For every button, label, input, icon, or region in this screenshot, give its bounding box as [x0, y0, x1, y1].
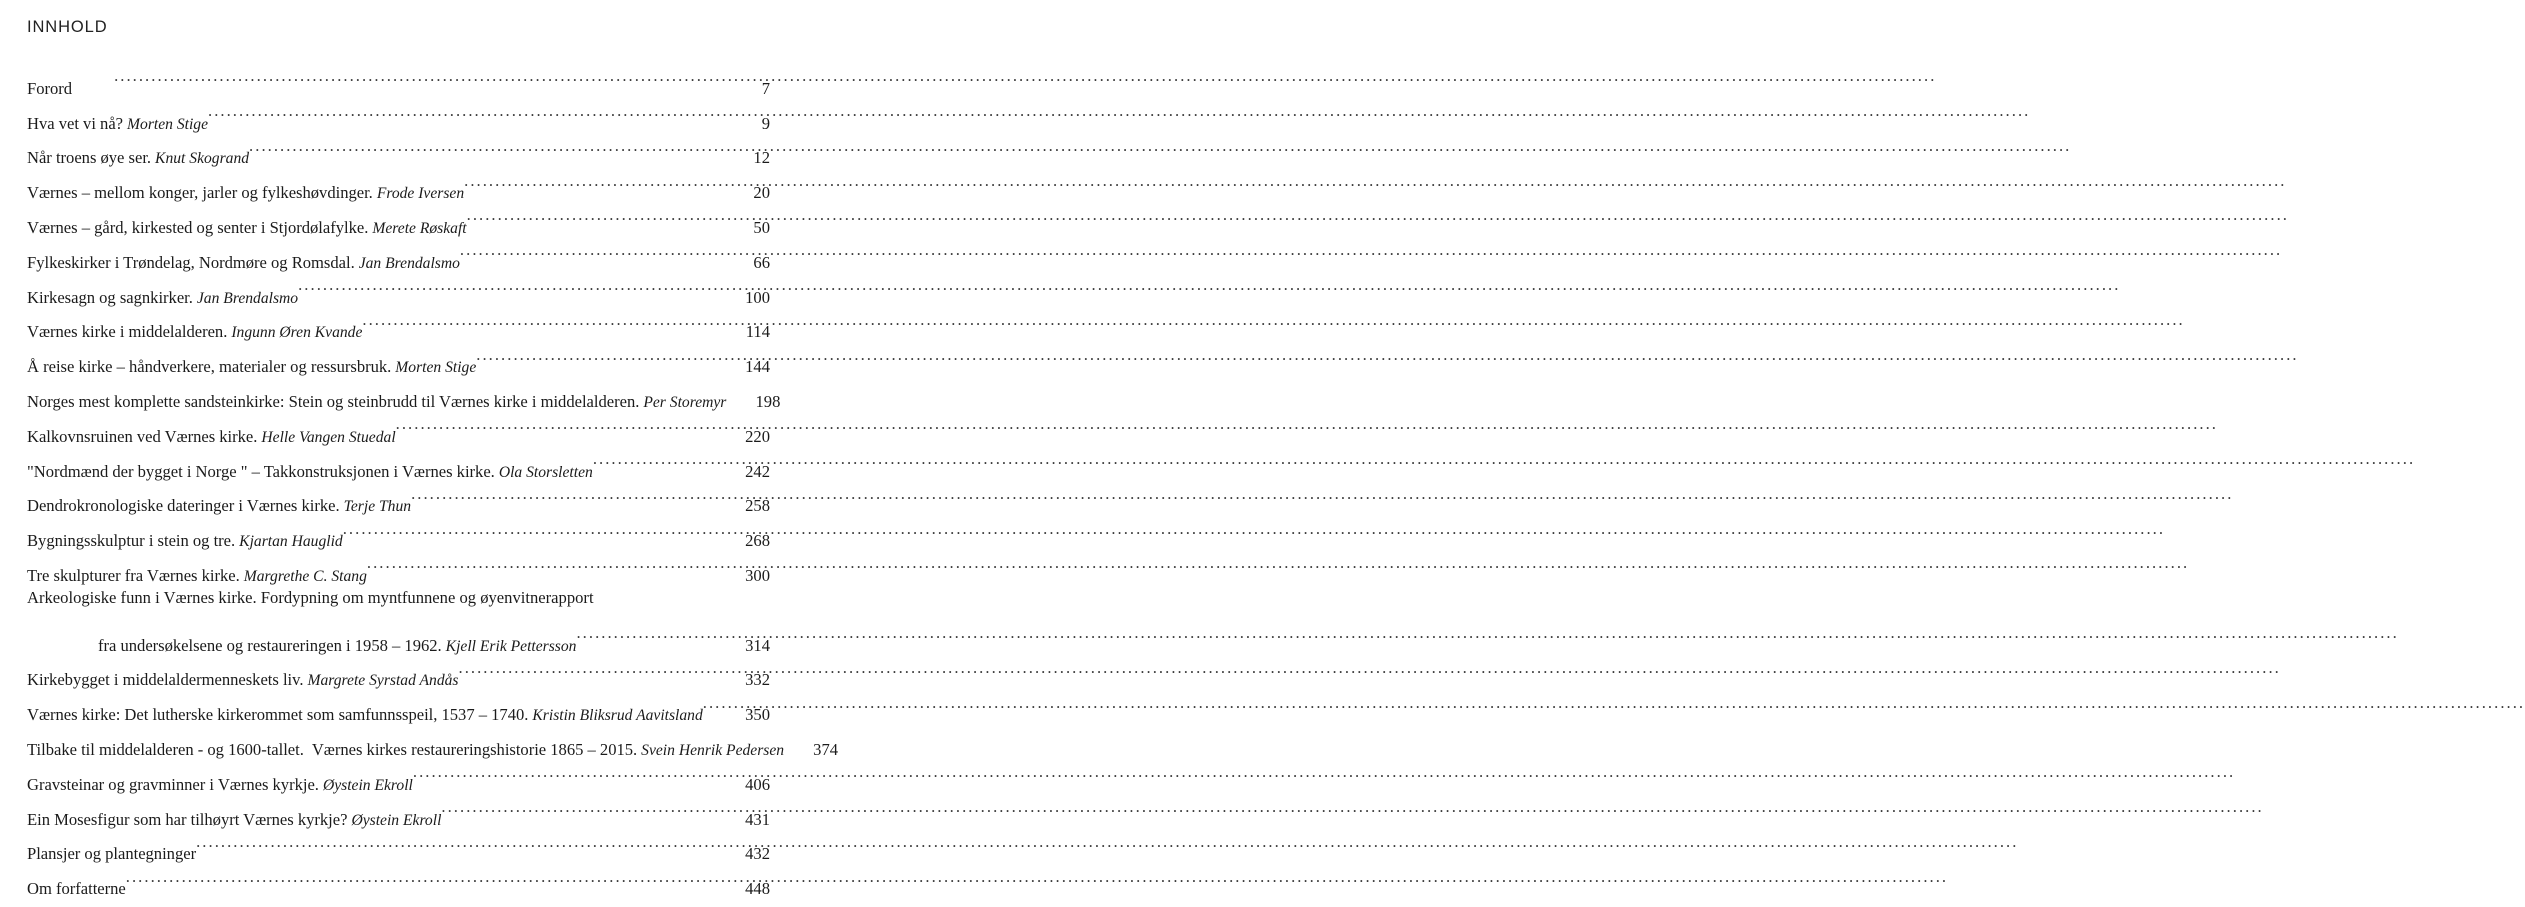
toc-entry-row	[27, 477, 770, 516]
toc-entry-row	[27, 859, 770, 899]
toc-entry-author: Ingunn Øren Kvande	[231, 324, 363, 342]
toc-entry-page-number: 431	[745, 809, 770, 829]
toc-entry-page-number: 374	[813, 739, 839, 759]
toc-entry-title: Værnes kirke i middelalderen.	[27, 322, 228, 342]
toc-entry[interactable]	[27, 59, 770, 98]
toc-entry[interactable]	[27, 372, 781, 411]
toc-entry-row	[27, 511, 770, 551]
toc-entry-row	[27, 337, 770, 377]
toc-dot-leader	[114, 59, 716, 94]
toc-entry[interactable]	[27, 268, 770, 307]
toc-entry-author: Morten Stige	[395, 359, 477, 377]
toc-entry[interactable]	[27, 337, 770, 377]
toc-entry-title: Ein Mosesfigur som har tilhøyrt Værnes kyrkje?	[27, 809, 348, 829]
toc-entry-title: Hva vet vi nå?	[27, 113, 124, 133]
toc-entry-row	[27, 59, 770, 98]
toc-dot-leader	[343, 511, 716, 546]
toc-entry-row	[27, 442, 770, 481]
toc-entry[interactable]	[27, 198, 770, 237]
toc-entry-page-number: 9	[761, 113, 770, 133]
toc-entry-title: Kirkebygget i middelaldermenneskets liv.	[27, 670, 304, 690]
toc-entry-author: Øystein Ekroll	[322, 776, 413, 794]
toc-entry-title: Fylkeskirker i Trøndelag, Nordmøre og Romsdal.	[27, 252, 355, 272]
toc-entry-page-number: 350	[745, 705, 770, 725]
toc-entry-title: Tre skulpturer fra Værnes kirke.	[27, 565, 240, 585]
toc-dot-leader	[476, 337, 716, 372]
toc-entry-title: "Nordmænd der bygget i Norge " – Takkonstruksjonen i Værnes kirke.	[27, 461, 495, 481]
toc-entry-row	[27, 129, 770, 168]
toc-entry-title: Kirkesagn og sagnkirker.	[27, 287, 193, 307]
toc-dot-leader	[298, 268, 716, 303]
toc-entry-row	[27, 790, 770, 829]
toc-entry-author: Svein Henrik Pedersen	[641, 741, 785, 759]
toc-entry-list	[27, 59, 839, 899]
toc-entry-page-number: 332	[745, 670, 770, 690]
toc-entry[interactable]	[27, 859, 770, 899]
toc-entry-title: Plansjer og plantegninger	[27, 844, 197, 864]
toc-entry-row	[27, 372, 781, 411]
toc-entry-page-number: 114	[745, 322, 770, 342]
toc-entry-row	[27, 546, 770, 585]
toc-entry-title: Å reise kirke – håndverkere, materialer og ressursbruk.	[27, 357, 392, 377]
toc-entry-page-number: 258	[745, 496, 770, 516]
toc-entry-title: Bygningsskulptur i stein og tre.	[27, 531, 236, 551]
toc-entry[interactable]	[27, 442, 770, 481]
toc-entry-title: Om forfatterne	[27, 879, 126, 899]
toc-entry-page-number: 198	[755, 391, 781, 411]
toc-dot-leader	[413, 755, 716, 790]
toc-entry-author: Per Storemyr	[643, 393, 727, 411]
toc-entry-row	[27, 198, 770, 237]
toc-entry[interactable]	[27, 94, 770, 133]
toc-entry-page-number: 268	[745, 531, 770, 551]
toc-entry[interactable]	[27, 546, 770, 585]
toc-entry-row	[27, 651, 770, 690]
toc-entry-page-number: 100	[745, 287, 770, 307]
toc-entry-page-number: 7	[761, 78, 770, 98]
toc-entry-page-number: 220	[745, 426, 770, 446]
toc-entry[interactable]	[27, 755, 770, 794]
toc-entry-page-number: 448	[745, 879, 770, 899]
toc-entry-author: Morten Stige	[127, 115, 209, 133]
toc-entry-page-number: 432	[745, 844, 770, 864]
toc-entry-title: Når troens øye ser.	[27, 148, 152, 168]
toc-dot-leader	[703, 685, 716, 720]
toc-entry-author: Merete Røskaft	[372, 219, 467, 237]
toc-dot-leader	[396, 407, 716, 442]
toc-dot-leader	[441, 790, 716, 825]
toc-entry-title: Værnes kirke: Det lutherske kirkerommet som samfunnsspeil, 1537 – 1740.	[27, 705, 529, 725]
toc-entry-row	[27, 163, 770, 203]
toc-entry[interactable]	[27, 825, 770, 864]
toc-entry-row	[27, 233, 770, 272]
toc-entry-author: Terje Thun	[343, 498, 412, 516]
toc-entry[interactable]	[27, 129, 770, 168]
toc-entry[interactable]	[27, 790, 770, 829]
toc-entry-author: Øystein Ekroll	[351, 811, 442, 829]
toc-entry-author: Frode Iversen	[376, 185, 465, 203]
toc-entry[interactable]	[27, 407, 770, 446]
toc-entry[interactable]	[27, 720, 839, 759]
toc-entry-row	[27, 825, 770, 864]
toc-entry-title: Værnes – gård, kirkested og senter i Stjordølafylke.	[27, 217, 369, 237]
toc-entry[interactable]	[27, 233, 770, 272]
toc-entry-page-number: 12	[753, 148, 770, 168]
toc-entry-author: Ola Storsletten	[498, 463, 593, 481]
toc-entry-author: Helle Vangen Stuedal	[261, 428, 396, 446]
toc-entry-author: Jan Brendalsmo	[358, 254, 460, 272]
toc-dot-leader	[467, 198, 716, 233]
toc-entry[interactable]	[27, 163, 770, 203]
toc-entry-row	[27, 616, 770, 655]
toc-entry-page-number: 50	[753, 217, 770, 237]
toc-entry[interactable]	[27, 581, 770, 655]
toc-entry-author: Margrete Syrstad Andås	[307, 672, 459, 690]
toc-entry-title: Kalkovnsruinen ved Værnes kirke.	[27, 426, 258, 446]
toc-dot-leader	[459, 651, 717, 686]
toc-entry[interactable]	[27, 685, 770, 725]
toc-entry-title: Norges mest komplette sandsteinkirke: Stein og steinbrudd til Værnes kirke i middelalderen.	[27, 391, 640, 411]
toc-entry[interactable]	[27, 511, 770, 551]
toc-dot-leader	[249, 129, 716, 164]
toc-entry-author: Margrethe C. Stang	[243, 567, 367, 585]
toc-entry-page-number: 144	[745, 357, 770, 377]
table-of-contents-page	[0, 0, 839, 899]
toc-entry-page-number: 314	[745, 635, 770, 655]
toc-entry-title: Forord	[27, 78, 73, 98]
toc-entry-page-number: 300	[745, 565, 770, 585]
toc-entry-author: Kjartan Hauglid	[239, 533, 343, 551]
toc-dot-leader	[464, 163, 716, 198]
toc-entry[interactable]	[27, 651, 770, 690]
toc-entry-author: Kristin Bliksrud Aavitsland	[532, 707, 703, 725]
toc-entry-row	[27, 303, 770, 342]
toc-entry-title: Dendrokronologiske dateringer i Værnes kirke.	[27, 496, 340, 516]
toc-entry-page-number: 20	[753, 183, 770, 203]
toc-entry-title-line-1: Arkeologiske funn i Værnes kirke. Fordypning om myntfunnene og øyenvitnerapport	[27, 587, 594, 607]
toc-entry-row	[27, 268, 770, 307]
toc-dot-leader	[196, 825, 716, 860]
toc-entry-title: fra undersøkelsene og restaureringen i 1958 – 1962.	[98, 635, 442, 655]
toc-entry-row	[27, 720, 839, 759]
toc-dot-leader	[126, 859, 716, 894]
toc-dot-leader	[593, 442, 716, 477]
toc-entry-author: Kjell Erik Pettersson	[445, 637, 577, 655]
toc-entry-page-number: 66	[753, 252, 770, 272]
page-title: INNHOLD	[27, 18, 108, 36]
toc-entry-title: Gravsteinar og gravminner i Værnes kyrkje.	[27, 774, 319, 794]
toc-entry-title: Værnes – mellom konger, jarler og fylkeshøvdinger.	[27, 183, 373, 203]
toc-entry-page-number: 242	[745, 461, 770, 481]
toc-entry-author: Jan Brendalsmo	[196, 289, 299, 307]
toc-entry-title: Tilbake til middelalderen - og 1600-tallet. Værnes kirkes restaureringshistorie 1865 – 2015.	[27, 739, 638, 759]
toc-dot-leader	[411, 477, 716, 512]
toc-entry-row	[27, 407, 770, 446]
toc-dot-leader	[576, 616, 716, 651]
toc-dot-leader	[460, 233, 716, 268]
toc-entry[interactable]	[27, 303, 770, 342]
toc-dot-leader	[367, 546, 716, 581]
toc-entry-page-number: 406	[745, 774, 770, 794]
toc-entry-author: Knut Skogrand	[155, 150, 250, 168]
toc-dot-leader	[208, 94, 716, 129]
toc-entry-row	[27, 94, 770, 133]
toc-dot-leader	[362, 303, 716, 338]
toc-entry[interactable]	[27, 477, 770, 516]
toc-entry-row	[27, 685, 770, 725]
toc-entry-row	[27, 755, 770, 794]
